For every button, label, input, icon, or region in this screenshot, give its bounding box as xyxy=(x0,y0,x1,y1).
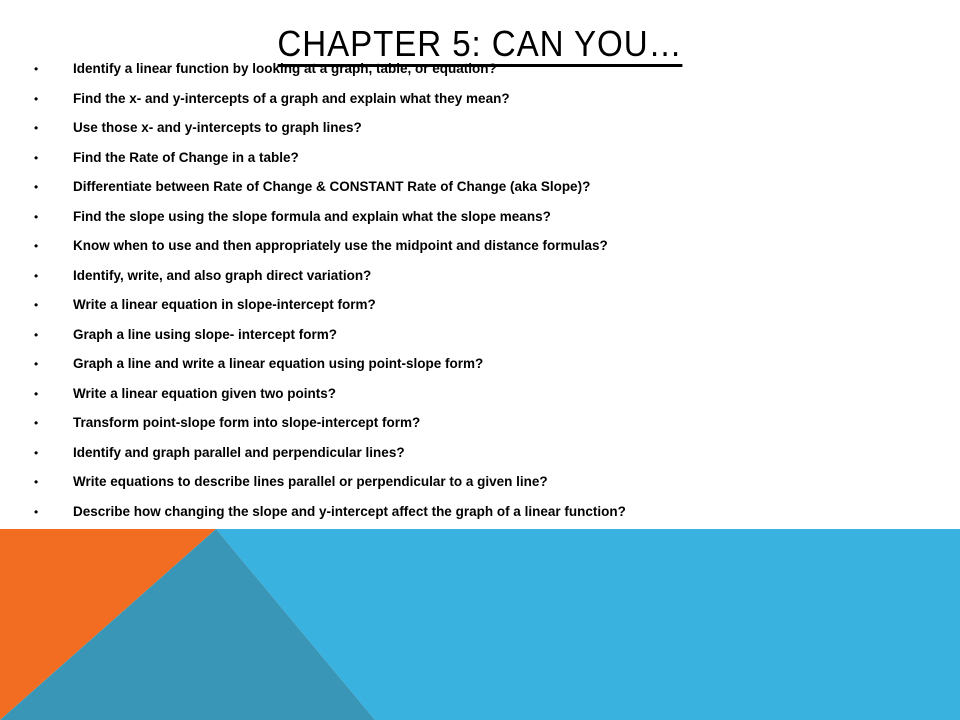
bullet-dot: • xyxy=(34,209,39,224)
bullet-text: Graph a line using slope- intercept form? xyxy=(73,326,338,342)
bullet-dot: • xyxy=(34,298,39,312)
list-item xyxy=(0,441,960,471)
bullet-text: Write a linear equation in slope-intercept form? xyxy=(73,297,376,312)
bullet-dot: • xyxy=(34,150,39,165)
bullet-text: Describe how changing the slope and y-intercept affect the graph of a linear function? xyxy=(73,503,626,519)
bullet-text: Identify, write, and also graph direct variation? xyxy=(73,267,372,283)
bullet-dot: • xyxy=(34,239,39,253)
bullet-text: Know when to use and then appropriately use the midpoint and distance formulas? xyxy=(73,238,608,253)
bullet-text: Identify a linear function by looking at a graph, table, or equation? xyxy=(73,61,497,76)
bullet-dot: • xyxy=(34,386,39,401)
list-item xyxy=(0,382,960,412)
list-item xyxy=(0,293,960,323)
list-item xyxy=(0,57,960,87)
decorative-shapes xyxy=(0,529,960,720)
list-item xyxy=(0,116,960,146)
bullet-list xyxy=(0,57,960,529)
bullet-dot: • xyxy=(34,91,39,106)
bullet-dot: • xyxy=(34,475,39,489)
list-item xyxy=(0,352,960,382)
bullet-dot: • xyxy=(34,504,39,519)
bullet-text: Find the x- and y-intercepts of a graph and explain what they mean? xyxy=(73,90,510,106)
bullet-dot: • xyxy=(34,416,39,430)
bullet-dot: • xyxy=(34,327,39,342)
bullet-dot: • xyxy=(34,445,39,460)
bullet-text: Write equations to describe lines parallel or perpendicular to a given line? xyxy=(73,474,548,489)
list-item xyxy=(0,234,960,264)
list-item xyxy=(0,146,960,176)
list-item xyxy=(0,411,960,441)
bullet-dot: • xyxy=(34,268,39,283)
list-item xyxy=(0,87,960,117)
list-item xyxy=(0,205,960,235)
bullet-dot: • xyxy=(34,121,39,135)
bullet-dot: • xyxy=(34,180,39,194)
list-item xyxy=(0,264,960,294)
bullet-text: Differentiate between Rate of Change & CONSTANT Rate of Change (aka Slope)? xyxy=(73,179,591,194)
bullet-text: Find the slope using the slope formula and explain what the slope means? xyxy=(73,208,551,224)
bullet-text: Identify and graph parallel and perpendicular lines? xyxy=(73,444,405,460)
list-item xyxy=(0,470,960,500)
bullet-text: Transform point-slope form into slope-intercept form? xyxy=(73,415,421,430)
bullet-text: Write a linear equation given two points? xyxy=(73,385,337,401)
list-item xyxy=(0,500,960,530)
list-item xyxy=(0,323,960,353)
bullet-dot: • xyxy=(34,62,39,76)
slide-title-text: CHAPTER 5: CAN YOU… xyxy=(277,23,682,67)
bullet-dot: • xyxy=(34,357,39,371)
bullet-text: Graph a line and write a linear equation using point-slope form? xyxy=(73,356,484,371)
bullet-text: Use those x- and y-intercepts to graph lines? xyxy=(73,120,362,135)
bullet-text: Find the Rate of Change in a table? xyxy=(73,149,299,165)
list-item xyxy=(0,175,960,205)
